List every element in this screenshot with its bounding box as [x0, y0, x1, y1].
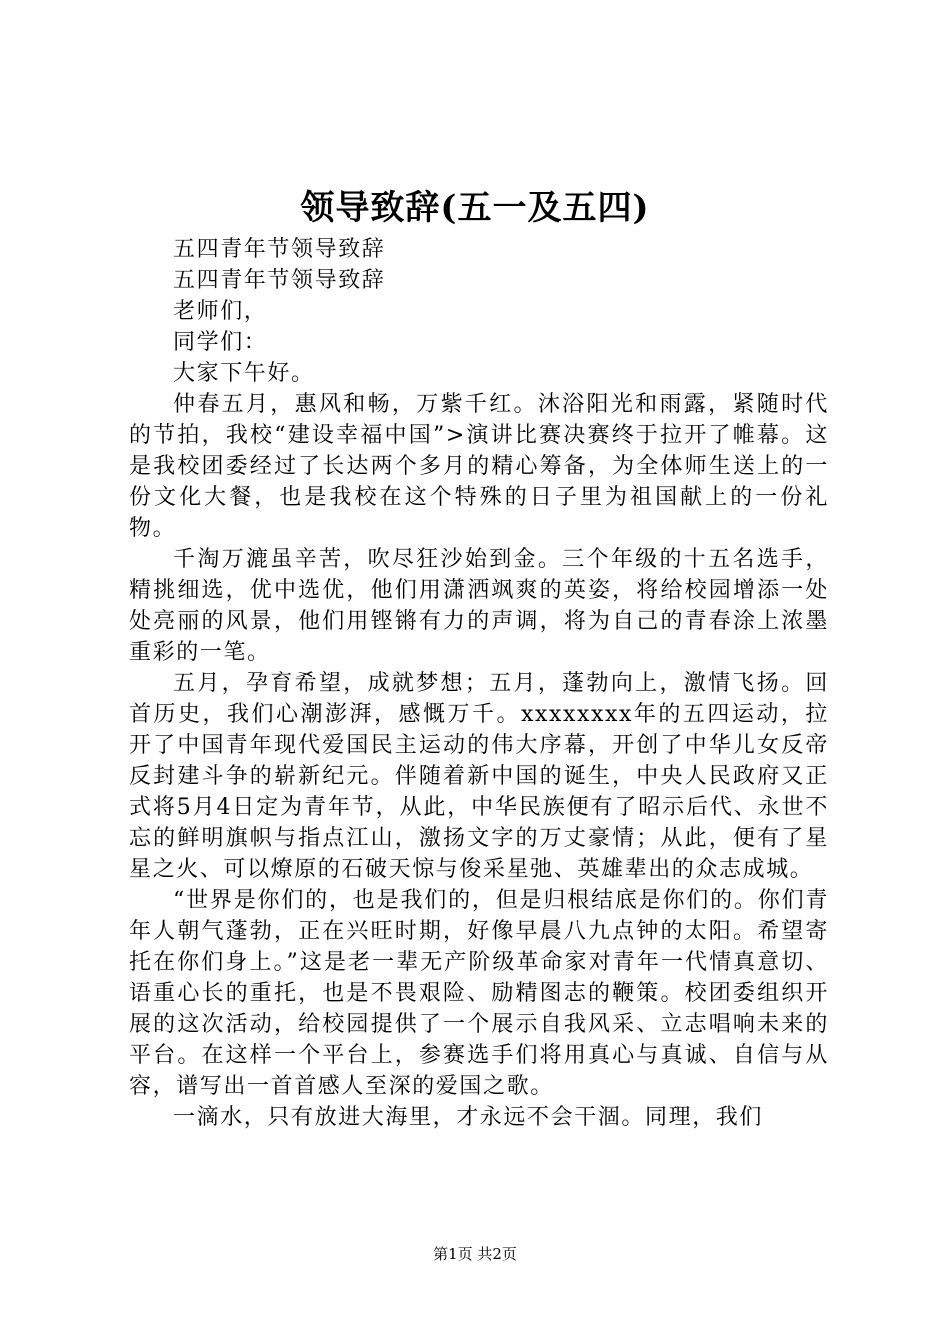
paragraph: 五月，孕育希望，成就梦想；五月，蓬勃向上，激情飞扬。回首历史，我们心潮澎湃，感慨万千。xxxxxxxx年的五四运动，拉开了中国青年现代爱国民主运动的伟大序幕，开创了中华儿女反帝反封建斗争的崭新纪元。伴随着新中国的诞生，中央人民政府又正式将5月4日定为青年节，从此，中华民族便有了昭示后代、永世不忘的鲜明旗帜与指点江山，激扬文字的万丈豪情；从此，便有了星星之火、可以燎原的石破天惊与俊采星弛、英雄辈出的众志成城。 [129, 671, 829, 882]
paragraph: 千淘万漉虽辛苦，吹尽狂沙始到金。三个年级的十五名选手，精挑细选，优中选优，他们用潇洒飒爽的英姿，将给校园增添一处处亮丽的风景，他们用铿锵有力的声调，将为自己的青春涂上浓墨重彩的一笔。 [129, 547, 829, 665]
paragraph: 大家下午好。 [173, 361, 315, 386]
paragraph: 五四青年节领导致辞 [173, 237, 386, 262]
paragraph: 老师们， [173, 299, 268, 324]
paragraph: 仲春五月，惠风和畅，万紫千红。沐浴阳光和雨露，紧随时代的节拍，我校“建设幸福中国”>演讲比赛决赛终于拉开了帷幕。这是我校团委经过了长达两个多月的精心筹备，为全体师生送上的一份文化大餐，也是我校在这个特殊的日子里为祖国献上的一份礼物。 [129, 392, 829, 541]
paragraph: “世界是你们的，也是我们的，但是归根结底是你们的。你们青年人朝气蓬勃，正在兴旺时期，好像早晨八九点钟的太阳。希望寄托在你们身上。”这是老一辈无产阶级革命家对青年一代情真意切、语重心长的重托，也是不畏艰险、励精图志的鞭策。校团委组织开展的这次活动，给校园提供了一个展示自我风采、立志唱响未来的平台。在这样一个平台上，参赛选手们将用真心与真诚、自信与从容，谱写出一首首感人至深的爱国之歌。 [129, 888, 829, 1099]
paragraph: 五四青年节领导致辞 [173, 268, 386, 293]
document-title: 领导致辞(五一及五四) [300, 188, 650, 228]
page-footer: 第1页 共2页 [433, 1245, 517, 1263]
paragraph: 同学们： [173, 330, 268, 355]
paragraph: 一滴水，只有放进大海里，才永远不会干涸。同理，我们 [173, 1105, 764, 1130]
document-body [129, 234, 829, 1133]
